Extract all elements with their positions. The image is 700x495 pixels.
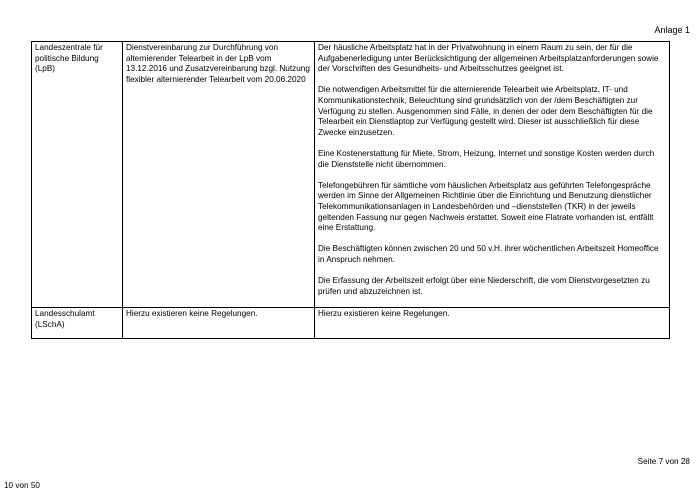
details-paragraph: Die Erfassung der Arbeitszeit erfolgt über eine Niederschrift, die vom Dienstvorgesetzten zu prüfen und abzuzeichnen ist. <box>318 276 650 296</box>
details-paragraph: Die Beschäftigten können zwischen 20 und 50 v.H. ihrer wöchentlichen Arbeitszeit Homeoffice in Anspruch nehmen. <box>318 244 659 264</box>
details-paragraph: Hierzu existieren keine Regelungen. <box>318 309 450 318</box>
annex-label: Anlage 1 <box>654 25 690 35</box>
table-row <box>32 42 670 308</box>
institution-cell: Landeszentrale für politische Bildung (LpB) <box>32 42 123 308</box>
institution-cell: Landesschulamt (LSchA) <box>32 308 123 339</box>
agreement-cell: Dienstvereinbarung zur Durchführung von alternierender Telearbeit in der LpB vom 13.12.2016 und Zusatzvereinbarung bzgl. Nutzung flexibler alternierender Telearbeit vom 20.06.2020 <box>123 42 315 308</box>
sheet-number: 10 von 50 <box>4 481 40 490</box>
page-number: Seite 7 von 28 <box>637 457 690 466</box>
details-paragraph: Eine Kostenerstattung für Miete, Strom, Heizung, Internet und sonstige Kosten werden durch die Dienststelle nicht übernommen. <box>318 148 655 169</box>
details-cell <box>315 308 670 339</box>
details-paragraph: Der häusliche Arbeitsplatz hat in der Privatwohnung in einem Raum zu sein, der für die Aufgabenerledigung unter Berücksichtigung der allgemeinen Arbeitsplatzanforderungen sowie der Vorschriften des Gesundheits- und Arbeitsschutzes geeignet ist. <box>318 43 659 74</box>
details-paragraph: Die notwendigen Arbeitsmittel für die alternierende Telearbeit wie Arbeitsplatz, IT- und Kommunikationstechnik, Beleuchtung sind grundsätzlich von der /dem Beschäftigten zur Verfügung zu stellen. Ausgenommen sind Fälle, in denen der oder dem Beschäftigten für die Telearbeit ein Dienstlaptop zur Verfügung gestellt wird. Dieser ist ausschließlich für diese Zwecke einzusetzen. <box>318 85 653 137</box>
agreement-cell: Hierzu existieren keine Regelungen. <box>123 308 315 339</box>
table-row <box>32 308 670 339</box>
details-paragraph: Telefongebühren für sämtliche vom häuslichen Arbeitsplatz aus geführten Telefongespräche werden im Sinne der Allgemeinen Richtlinie über die Einrichtung und Benutzung dienstlicher Telekommunikationsanlagen in Landesbehörden und –dienststellen (TKR) in der jeweils geltenden Fassung nur gegen Nachweis erstattet. Soweit eine Flatrate vorhanden ist, entfällt eine Erstattung. <box>318 180 654 233</box>
regulations-table <box>31 41 670 339</box>
details-cell <box>315 42 670 308</box>
